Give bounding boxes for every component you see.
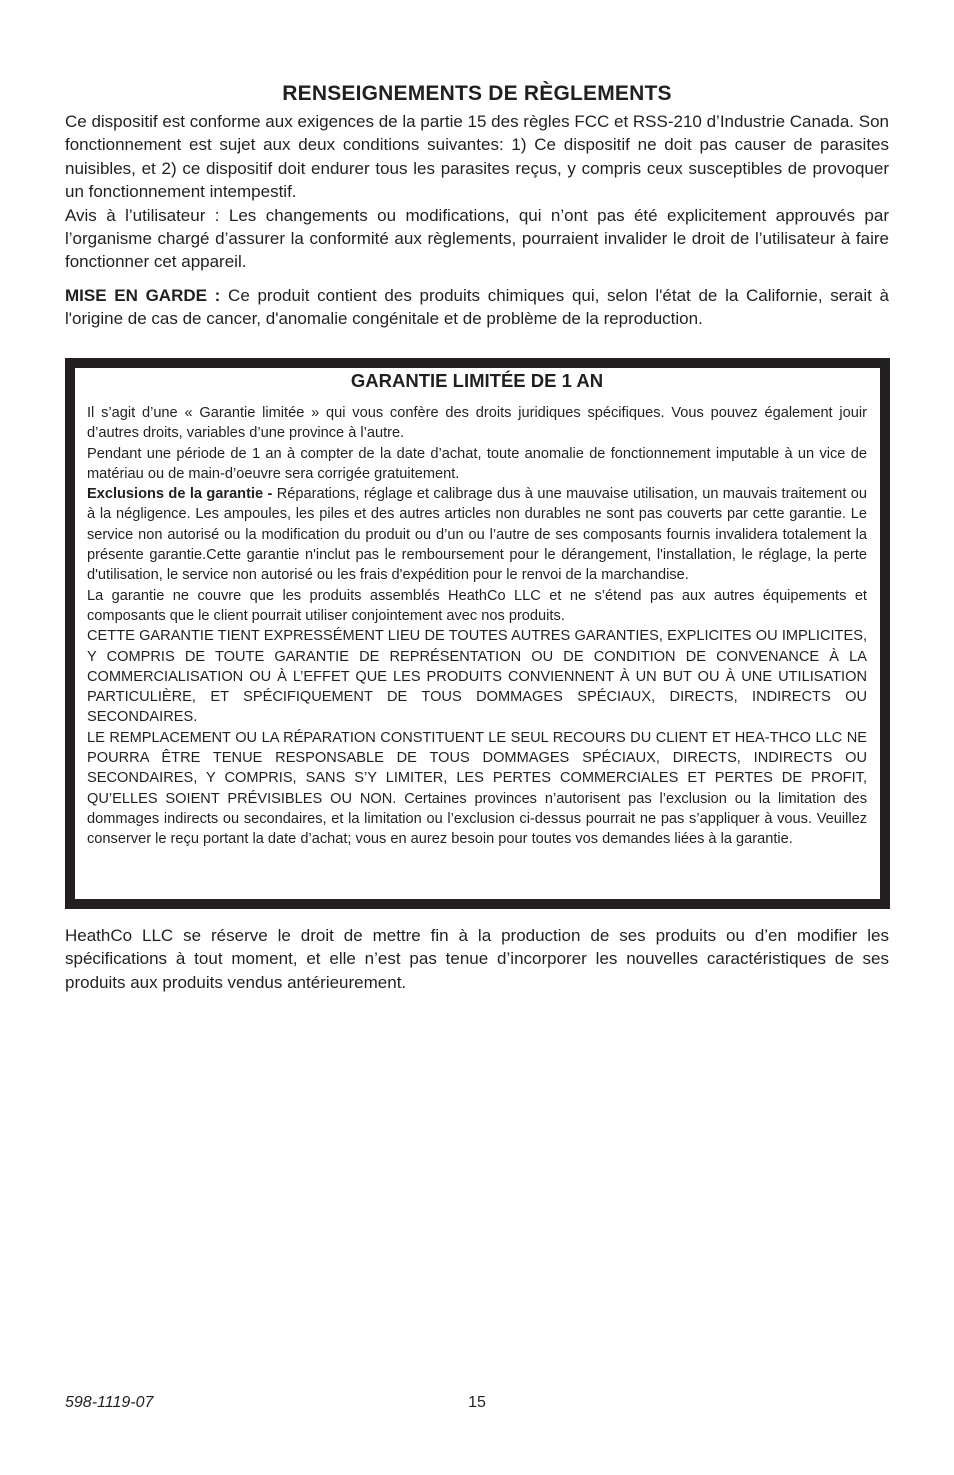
warranty-exclusions bbox=[87, 484, 867, 585]
warning-paragraph bbox=[65, 284, 889, 331]
exclusions-body: Réparations, réglage et calibrage dus à une mauvaise utilisation, un mauvais traitement ou à la négligence. Les ampoules, les piles et des autres articles non durables ne sont pas couverts par cette garantie. Le service non autorisé ou la modification du produit ou d’un ou l’autre de ses composants fournis invalidera totalement la présente garantie.Cette garantie n'inclut pas le remboursement pour le dérangement, l'installation, le réglage, la perte d'utilisation, le service non autorisé ou les frais d'expédition pour le renvoi de la marchandise. bbox=[87, 486, 867, 584]
exclusions-label: Exclusions de la garantie - bbox=[87, 486, 273, 503]
rights-reserved-text bbox=[65, 924, 889, 994]
regulations-text bbox=[65, 110, 889, 274]
warranty-paragraph-2: Pendant une période de 1 an à compter de la date d’achat, toute anomalie de fonctionnement imputable à un vice de matériau ou de main-d’oeuvre sera corrigée gratuitement. bbox=[87, 445, 867, 482]
page-number: 15 bbox=[468, 1394, 486, 1411]
warranty-text bbox=[87, 403, 867, 850]
regulations-paragraph-1: Ce dispositif est conforme aux exigences de la partie 15 des règles FCC et RSS-210 d’Industrie Canada. Son fonctionnement est sujet aux deux conditions suivantes: 1) Ce dispositif ne doit pas causer de parasites nuisibles, et 2) ce dispositif doit endurer tous les parasites reçus, y compris ceux susceptibles de provoquer un fonctionnement intempestif. bbox=[65, 112, 890, 202]
warning-body: Ce produit contient des produits chimiques qui, selon l'état de la Californie, serait à l'origine de cas de cancer, d'anomalie congénitale et de problème de la reproduction. bbox=[65, 286, 889, 329]
document-code: 598-1119-07 bbox=[65, 1394, 154, 1411]
warranty-title: GARANTIE LIMITÉE DE 1 AN bbox=[350, 370, 604, 391]
rights-reserved-paragraph: HeathCo LLC se réserve le droit de mettre fin à la production de ses produits ou d’en modifier les spécifications à tout moment, et elle n’est pas tenue d’incorporer les nouvelles caractéristiques de ses produits aux produits vendus antérieurement. bbox=[65, 926, 889, 992]
warranty-paragraph-6: LE REMPLACEMENT OU LA RÉPARATION CONSTITUENT LE SEUL RECOURS DU CLIENT ET HEA-THCO LLC NE POURRA ÊTRE TENUE RESPONSABLE DE TOUS DOMMAGES SPÉCIAUX, DIRECTS, INDIRECTS OU SECONDAIRES, Y COMPRIS, SANS S’Y LIMITER, LES PERTES COMMERCIALES ET PERTES DE PROFIT, QU’ELLES SOIENT PRÉVISIBLES OU NON. Certaines provinces n’autorisent pas l’exclusion ou la limitation des dommages indirects ou secondaires, et la limitation ou l’exclusion ci-dessus pourrait ne pas s’appliquer à vous. Veuillez conserver le reçu portant la date d’achat; vous en aurez besoin pour toutes vos demandes liées à la garantie. bbox=[87, 729, 867, 848]
warranty-paragraph-4: La garantie ne couvre que les produits assemblés HeathCo LLC et ne s’étend pas aux autres équipements et composants que le client pourrait utiliser conjointement avec nos produits. bbox=[87, 587, 867, 624]
regulations-paragraph-2: Avis à l’utilisateur : Les changements ou modifications, qui n’ont pas été explicitement approuvés par l’organisme chargé d’assurer la conformité aux règlements, pourraient invalider le droit de l’utilisateur à faire fonctionner cet appareil. bbox=[65, 205, 889, 272]
california-warning bbox=[65, 284, 889, 331]
warning-label: MISE EN GARDE : bbox=[65, 286, 221, 305]
regulations-title: RENSEIGNEMENTS DE RÈGLEMENTS bbox=[282, 82, 672, 105]
warranty-paragraph-1: Il s’agit d’une « Garantie limitée » qui vous confère des droits juridiques spécifiques. Vous pouvez également jouir d’autres droits, variables d’une province à l’autre. bbox=[87, 405, 867, 442]
warranty-paragraph-5: CETTE GARANTIE TIENT EXPRESSÉMENT LIEU DE TOUTES AUTRES GARANTIES, EXPLICITES OU IMPLICITES, Y COMPRIS DE TOUTE GARANTIE DE REPRÉSENTATION OU DE CONDITION DE CONVENANCE À LA COMMERCIALISATION OU À L’EFFET QUE LES PRODUITS CONVIENNENT À UN BUT OU À UNE UTILISATION PARTICULIÈRE, ET SPÉCIFIQUEMENT DE TOUS DOMMAGES SPÉCIAUX, DIRECTS, INDIRECTS OU SECONDAIRES. bbox=[87, 628, 867, 726]
